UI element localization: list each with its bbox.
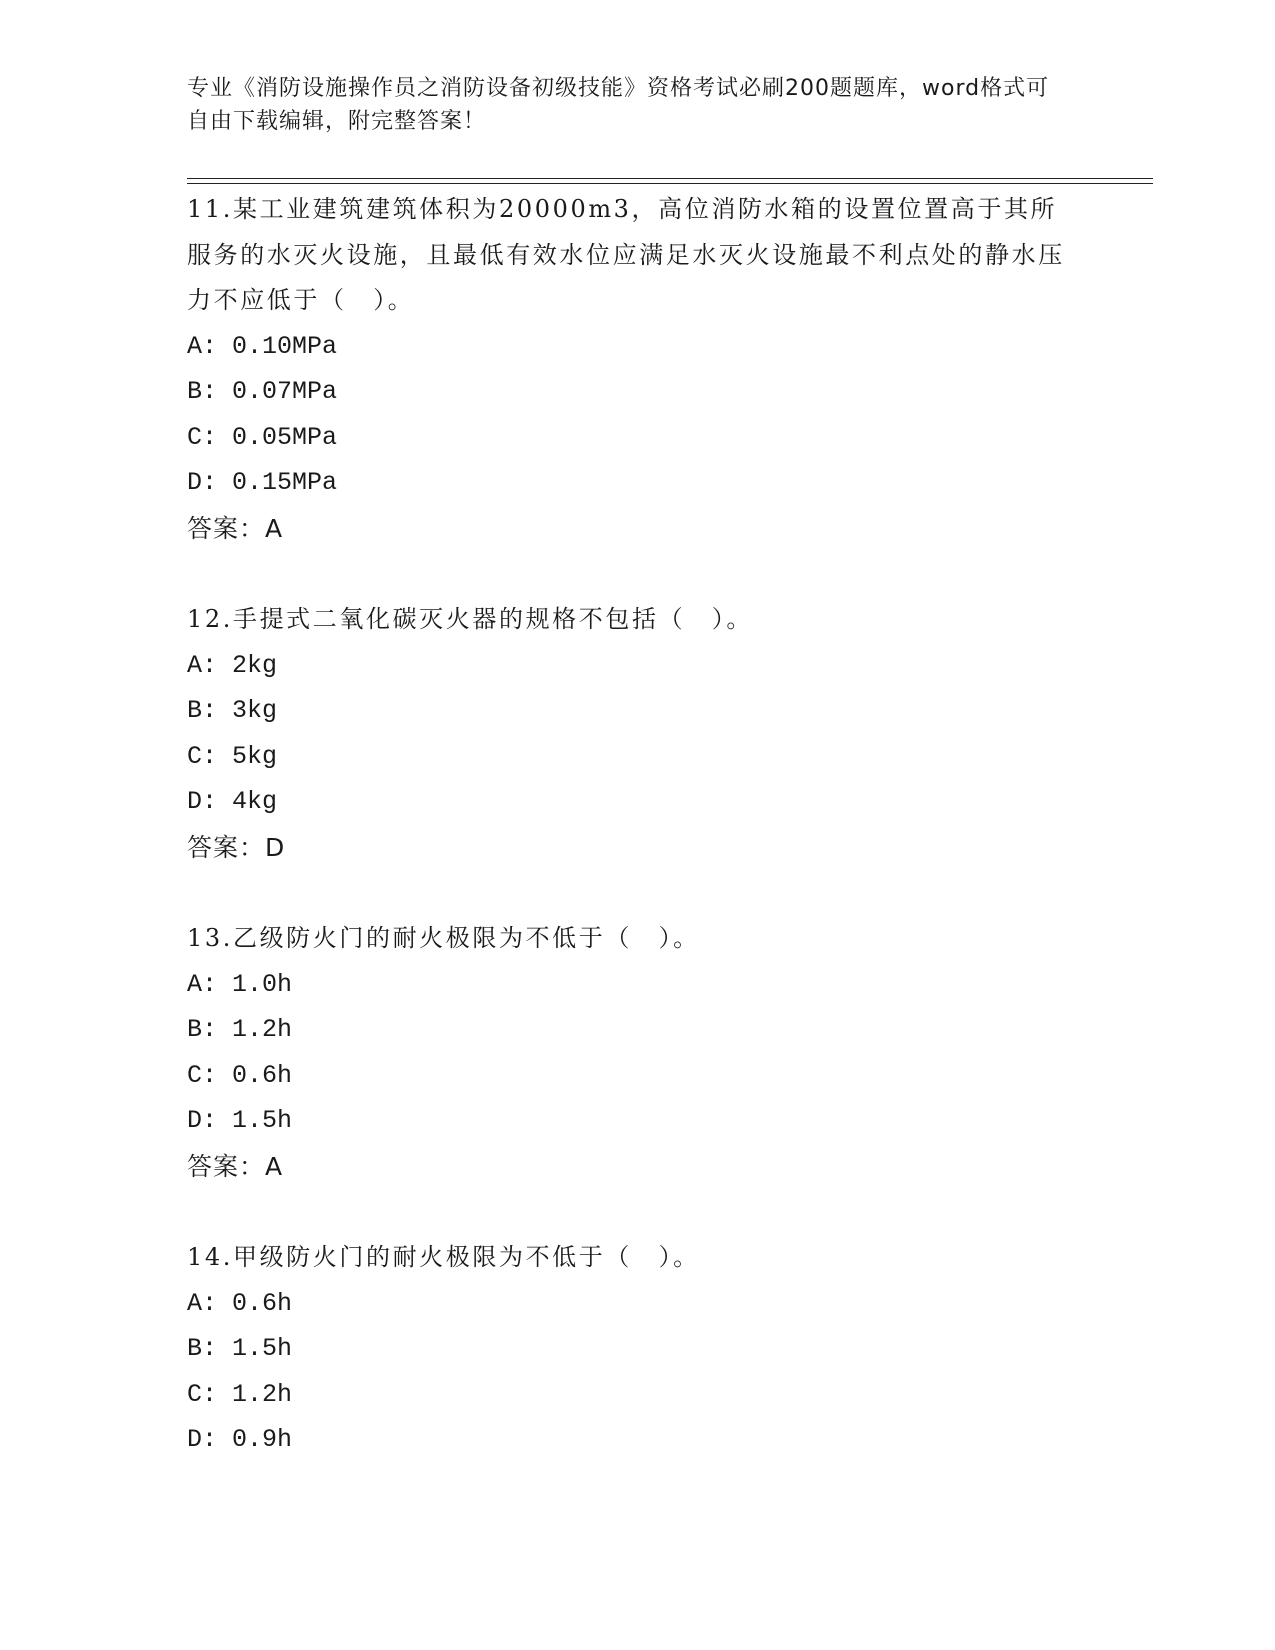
header-divider-top: [187, 178, 1153, 179]
option-a: A: 1.0h: [187, 969, 293, 999]
answer-line: 答案：A: [187, 513, 284, 543]
question-stem: 12.手提式二氧化碳灭火器的规格不包括（ ）。: [187, 605, 753, 633]
option-b: B: 1.5h: [187, 1334, 293, 1363]
option-d: D: 0.9h: [187, 1425, 293, 1454]
option-b: B: 1.2h: [187, 1015, 293, 1044]
option-c: C: 0.05MPa: [187, 422, 338, 452]
question-11: [187, 187, 1077, 551]
question-12: [187, 597, 1077, 870]
document-header: 专业《消防设施操作员之消防设备初级技能》资格考试必刷200题题库，word格式可自由下载编辑，附完整答案！: [187, 76, 1050, 134]
option-d: D: 1.5h: [187, 1106, 293, 1135]
option-c: C: 1.2h: [187, 1379, 293, 1409]
option-a: A: 2kg: [187, 650, 278, 680]
option-a: A: 0.6h: [187, 1288, 293, 1318]
question-stem: 11.某工业建筑建筑体积为20000m3，高位消防水箱的设置位置高于其所服务的水灭火设施，且最低有效水位应满足水灭火设施最不利点处的静水压力不应低于（ ）。: [187, 195, 1065, 314]
option-d: D: 0.15MPa: [187, 468, 338, 497]
answer-line: 答案：D: [187, 832, 286, 862]
question-stem: 14.甲级防火门的耐火极限为不低于（ ）。: [187, 1243, 700, 1271]
question-stem: 13.乙级防火门的耐火极限为不低于（ ）。: [187, 924, 700, 952]
option-c: C: 5kg: [187, 741, 278, 771]
option-d: D: 4kg: [187, 787, 278, 816]
question-13: [187, 916, 1077, 1189]
question-14: [187, 1235, 1077, 1463]
header-divider-bottom: [187, 183, 1153, 184]
answer-line: 答案：A: [187, 1151, 284, 1181]
option-b: B: 0.07MPa: [187, 377, 338, 406]
question-list: [187, 187, 1077, 1463]
option-a: A: 0.10MPa: [187, 331, 338, 361]
option-b: B: 3kg: [187, 696, 278, 725]
option-c: C: 0.6h: [187, 1060, 293, 1090]
